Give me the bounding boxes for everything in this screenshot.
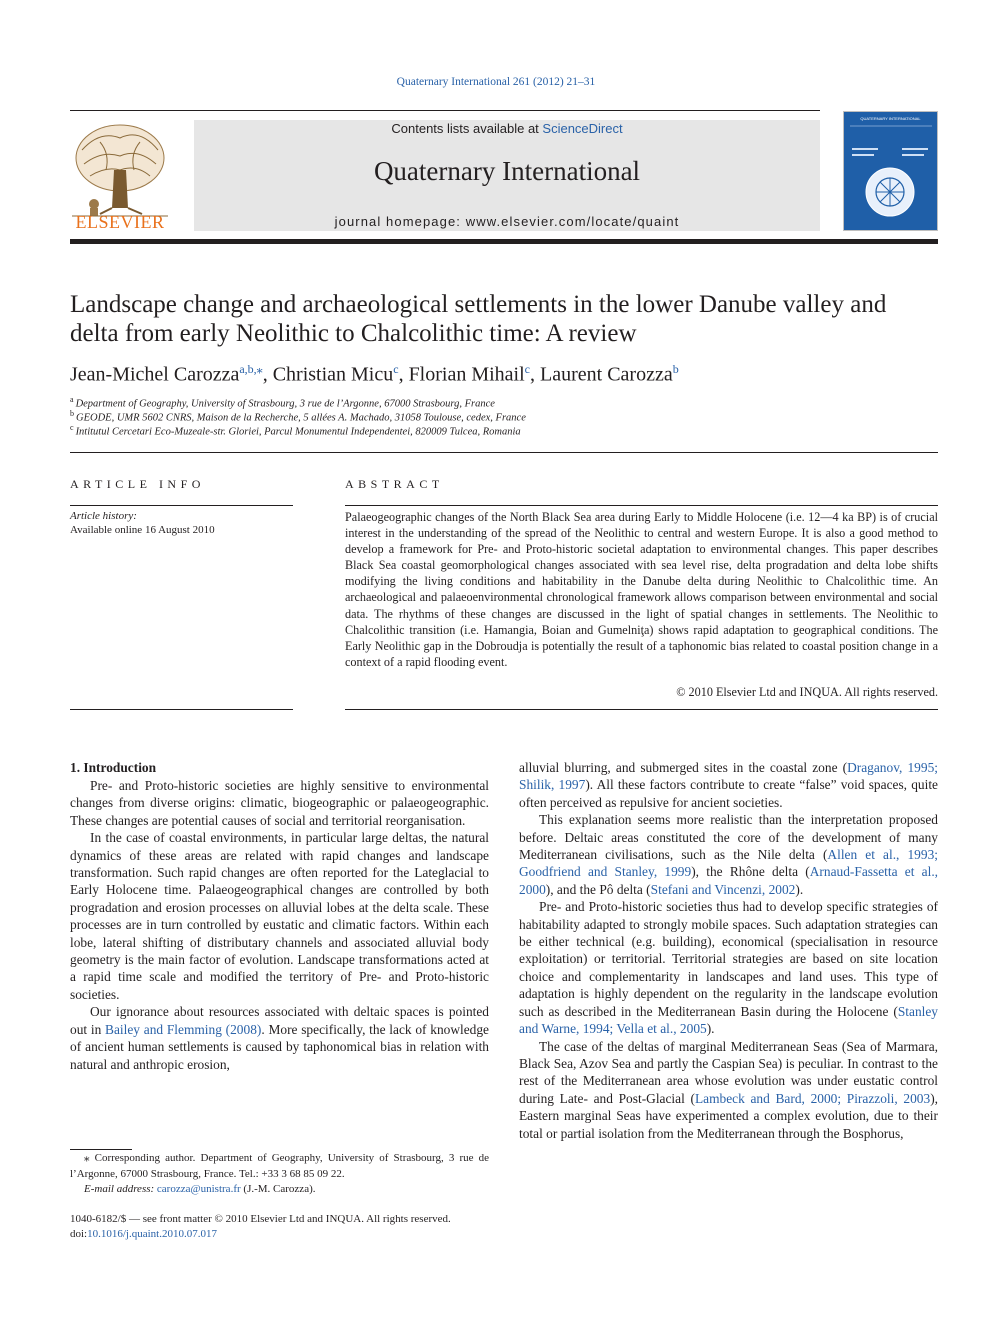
author-affiliation-mark[interactable]: c [524, 362, 530, 376]
affiliation-text: GEODE, UMR 5602 CNRS, Maison de la Recherche, 5 allées A. Machado, 31058 Toulouse, cedex, France [76, 412, 526, 424]
email-link[interactable]: carozza@unistra.fr [156, 1183, 241, 1195]
affiliation-mark: a [70, 395, 74, 404]
section-heading-introduction: 1. Introduction [70, 760, 157, 775]
paragraph-text: ), Eastern marginal Seas have experimented a complex evolution, due to their total or partial isolation from the Mediterranean through the Bosphorus, [519, 1090, 938, 1141]
paragraph-text: This explanation seems more realistic than the interpretation proposed before. Deltaic areas constituted the core of the development of many Mediterranean civilisations, such as the Nile delta ( [519, 812, 938, 863]
contents-line [194, 121, 820, 136]
paragraph-text: ). [795, 881, 804, 897]
paragraph-text: ), the Rhône delta ( [691, 864, 810, 880]
affiliation-text: Department of Geography, University of Strasbourg, 3 rue de l’Argonne, 67000 Strasbourg, France [75, 398, 495, 410]
journal-cover-thumbnail [843, 111, 938, 231]
footnote-text: Corresponding author. Department of Geography, University of Strasbourg, 3 rue de l’Argonne, 67000 Strasbourg, France. Tel.: +33 3 68 85 09 22. [70, 1152, 489, 1180]
body-column-right [519, 759, 938, 1142]
author-name: Jean-Michel Carozza [70, 363, 240, 386]
paragraph-text: Our ignorance about resources associated with deltaic spaces is pointed out in [70, 1004, 489, 1037]
doi-label: doi: [70, 1228, 88, 1240]
footnote-email-line [70, 1182, 489, 1198]
paragraph-text: ). [706, 1021, 715, 1037]
cover-title: QUATERNARY INTERNATIONAL [860, 116, 921, 121]
author-list [70, 362, 938, 387]
header-rule [70, 110, 820, 111]
contents-prefix: Contents lists available at [391, 121, 543, 136]
section-rule [70, 452, 938, 453]
paragraph [519, 1038, 938, 1142]
paragraph: In the case of coastal environments, in particular large deltas, the natural dynamics of these areas are related with rapid changes and landscape transformation. Such rapid changes are often reported for the Lateglacial to Early Holocene time. Palaeogeographical changes are controlled by both progradation and erosion processes on alluvial lobes at the delta scale. These processes are in turn controlled by eustatic and climatic factors. Within each lobe, lateral shifting of distributary channels and associated alluvial body geometry is the main factor of evolution. Landscape transformations acted at a rapid time scale and modified the territory of Pre- and Proto-historic societies. [70, 830, 489, 1002]
footnote-line [70, 1151, 489, 1182]
paragraph [70, 1003, 489, 1073]
elsevier-wordmark: ELSEVIER [75, 212, 165, 232]
body-column-left [70, 777, 489, 1073]
article-info-heading: ARTICLE INFO [70, 477, 205, 491]
author-affiliation-mark[interactable]: b [672, 362, 679, 376]
email-suffix: (J.-M. Carozza). [240, 1183, 316, 1195]
affiliation-mark: b [70, 409, 74, 418]
citation-link[interactable]: Arnaud-Fassetta et al., 2000 [519, 864, 939, 897]
citation-link[interactable]: Stefani and Vincenzi, 2002 [650, 881, 796, 897]
abstract-rule [345, 505, 938, 506]
citation-link[interactable]: Bailey and Flemming (2008) [105, 1021, 262, 1037]
paragraph: Pre- and Proto-historic societies are highly sensitive to environmental changes from diverse origins: climatic, biogeographic or palaeogeographic. These changes are potential causes of social and territorial reorganisation. [70, 778, 489, 828]
article-history-label: Article history: [70, 510, 137, 522]
paragraph-text: alluvial blurring, and submerged sites in the coastal zone ( [519, 760, 848, 775]
author-name: Christian Micu [272, 363, 394, 386]
paragraph [519, 811, 938, 898]
article-title: Landscape change and archaeological settlements in the lower Danube valley and delta from early Neolithic to Chalcolithic time: A review [70, 291, 887, 347]
journal-citation[interactable]: Quaternary International 261 (2012) 21–31 [396, 76, 596, 88]
corresponding-author-footnote [70, 1151, 489, 1198]
doi-link[interactable]: 10.1016/j.quaint.2010.07.017 [87, 1228, 217, 1240]
author-name: Florian Mihail [408, 363, 525, 386]
footnote-mark: ⁎ [84, 1152, 90, 1164]
doi-line [70, 1227, 510, 1242]
journal-homepage[interactable]: journal homepage: www.elsevier.com/locate/quaint [334, 214, 680, 229]
author-name: Laurent Carozza [540, 363, 673, 386]
affiliation [70, 395, 495, 410]
cover-emblem-icon [844, 112, 937, 230]
article-info-rule [70, 505, 293, 506]
paragraph-text: . More specifically, the lack of knowledge of ancient human settlements is caused by taphonomical bias in relation with natural and anthropic erosion, [70, 1021, 489, 1072]
abstract-copyright: © 2010 Elsevier Ltd and INQUA. All rights reserved. [676, 685, 938, 699]
article-info-bottom-rule [70, 709, 293, 710]
article-history-value: Available online 16 August 2010 [70, 524, 215, 536]
paragraph-text: ), and the Pô delta ( [545, 881, 651, 897]
paragraph [519, 898, 938, 1037]
author-separator: , [262, 363, 273, 386]
abstract-heading: ABSTRACT [345, 477, 444, 491]
affiliation [70, 409, 526, 424]
abstract-bottom-rule [345, 709, 938, 710]
author-affiliation-mark[interactable]: c [393, 362, 399, 376]
sciencedirect-link[interactable]: ScienceDirect [542, 121, 623, 136]
email-label: E-mail address: [84, 1183, 157, 1195]
abstract-text: Palaeogeographic changes of the North Black Sea area during Early to Middle Holocene (i.e. 12—4 ka BP) is of crucial interest in the understanding of the spread of the Neolithic to central and western Europe. It is also a good method to develop a framework for Pre- and Proto-historic societal adaptation to environmental changes. This paper describes Black Sea coastal geomorphological changes associated with sea level rise, delta progradation and delta lobe shifts modifying the living conditions and habitability in the Danube delta during Neolithic to Chalcolithic time. An archaeological and palaeoenvironmental chronological framework allows comparison between environmental and social data. The rhythms of these changes are discussed in the light of spatial changes in settlements. The Neolithic to Chalcolithic transition (i.e. Hamangia, Boian and Gumelniţa) shows rapid adaptation to geographical conditions. The Early Neolithic gap in the Dobroudja is potentially the result of a taphonomic bias related to coastal position change in a context of a rapid flooding event. [345, 510, 938, 669]
paragraph-text: ). All these factors contribute to create “false” void spaces, quite often perceived as repulsive for ancient societies. [519, 777, 938, 810]
affiliation [70, 423, 521, 438]
paragraph-text: The case of the deltas of marginal Mediterranean Seas (Sea of Marmara, Black Sea, Azov Sea and partly the Caspian Sea) is peculiar. In contrast to the rest of the Mediterranean area whose evolution was under eustatic control during Late- and Post-Glacial ( [519, 1038, 938, 1106]
header-thick-rule [70, 239, 938, 244]
paragraph-text: Pre- and Proto-historic societies thus had to develop specific strategies of habitability adapted to strongly mobile spaces. Such adaptation strategies can be either technical (e.g. building), economical (specialisation in resource exploitation) or territorial. Territorial strategies are based on site location choice and complementarity in landscapes and land uses. This type of adaptation is highly dependent on the regularity in the landscape evolution such as described in the Mediterranean Basin during the Holocene ( [519, 899, 938, 1019]
citation-link[interactable]: Stanley and Warne, 1994; Vella et al., 2005 [519, 1003, 938, 1037]
footnote-rule [70, 1149, 132, 1150]
citation-link[interactable]: Allen et al., 1993; Goodfriend and Stanley, 1999 [519, 847, 938, 880]
journal-name: Quaternary International [373, 156, 641, 186]
elsevier-logo [70, 120, 170, 232]
front-matter [70, 1212, 510, 1242]
citation-link[interactable]: Lambeck and Bard, 2000; Pirazzoli, 2003 [694, 1090, 931, 1106]
affiliation-mark: c [70, 423, 74, 432]
affiliation-text: Intitutul Cercetari Eco-Muzeale-str. Gloriei, Parcul Monumentul Independentei, 820009 Tulcea, Romania [75, 426, 521, 438]
citation-link[interactable]: Draganov, 1995; Shilik, 1997 [519, 760, 938, 793]
author-separator: , [530, 363, 540, 386]
paragraph [519, 759, 938, 811]
author-affiliation-mark[interactable]: a,b,⁎ [239, 362, 263, 376]
author-separator: , [398, 363, 409, 386]
front-matter-line: 1040-6182/$ — see front matter © 2010 Elsevier Ltd and INQUA. All rights reserved. [70, 1213, 451, 1225]
